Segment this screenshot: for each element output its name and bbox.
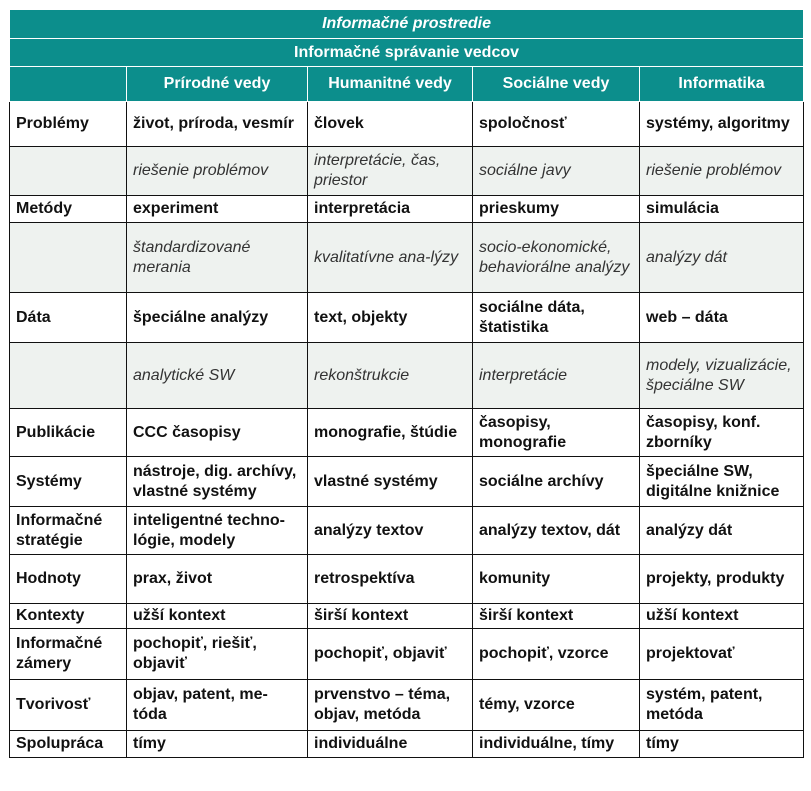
table-subtitle: Informačné správanie vedcov (10, 39, 804, 67)
column-header: Sociálne vedy (473, 67, 640, 102)
table-subrow (10, 223, 804, 293)
table-cell: analýzy dát (640, 507, 804, 555)
row-label: Problémy (10, 102, 127, 147)
table-cell: analýzy textov, dát (473, 507, 640, 555)
table-cell: retrospektíva (308, 555, 473, 604)
table-title: Informačné prostredie (10, 10, 804, 39)
table-cell: projektovať (640, 629, 804, 680)
table-cell: monografie, štúdie (308, 409, 473, 457)
table-cell: prieskumy (473, 196, 640, 223)
table-cell: prax, život (127, 555, 308, 604)
column-header-empty (10, 67, 127, 102)
table-subcell: interpretácie (473, 343, 640, 409)
table-cell: text, objekty (308, 293, 473, 343)
table-subcell: analýzy dát (640, 223, 804, 293)
row-label-empty (10, 147, 127, 196)
table-cell: širší kontext (473, 604, 640, 629)
table-row (10, 604, 804, 629)
table-cell: spoločnosť (473, 102, 640, 147)
column-header: Prírodné vedy (127, 67, 308, 102)
table-subrow (10, 343, 804, 409)
row-label: Spolupráca (10, 731, 127, 758)
row-label: Systémy (10, 457, 127, 507)
table-row (10, 196, 804, 223)
information-environment-table-wrapper (9, 9, 803, 758)
table-cell: nástroje, dig. archívy, vlastné systémy (127, 457, 308, 507)
table-cell: komunity (473, 555, 640, 604)
table-row (10, 731, 804, 758)
table-subcell: riešenie problémov (640, 147, 804, 196)
table-cell: špeciálne analýzy (127, 293, 308, 343)
table-cell: život, príroda, vesmír (127, 102, 308, 147)
table-cell: inteligentné techno-lógie, modely (127, 507, 308, 555)
table-subcell: rekonštrukcie (308, 343, 473, 409)
column-header-row (10, 67, 804, 102)
row-label-empty (10, 223, 127, 293)
row-label: Informačné stratégie (10, 507, 127, 555)
row-label: Hodnoty (10, 555, 127, 604)
table-cell: tímy (127, 731, 308, 758)
table-cell: časopisy, monografie (473, 409, 640, 457)
column-header: Informatika (640, 67, 804, 102)
table-cell: človek (308, 102, 473, 147)
table-subcell: riešenie problémov (127, 147, 308, 196)
table-subcell: štandardizované merania (127, 223, 308, 293)
table-cell: experiment (127, 196, 308, 223)
table-cell: web – dáta (640, 293, 804, 343)
table-cell: témy, vzorce (473, 680, 640, 731)
table-cell: sociálne dáta, štatistika (473, 293, 640, 343)
table-cell: tímy (640, 731, 804, 758)
table-subcell: interpretácie, čas, priestor (308, 147, 473, 196)
table-row (10, 507, 804, 555)
row-label: Publikácie (10, 409, 127, 457)
table-row (10, 629, 804, 680)
table-cell: sociálne archívy (473, 457, 640, 507)
table-cell: analýzy textov (308, 507, 473, 555)
table-cell: systémy, algoritmy (640, 102, 804, 147)
information-behavior-table (9, 9, 804, 758)
row-label: Informačné zámery (10, 629, 127, 680)
row-label-empty (10, 343, 127, 409)
table-cell: individuálne (308, 731, 473, 758)
table-subcell: socio-ekonomické, behaviorálne analýzy (473, 223, 640, 293)
table-row (10, 555, 804, 604)
table-cell: širší kontext (308, 604, 473, 629)
table-cell: vlastné systémy (308, 457, 473, 507)
table-cell: CCC časopisy (127, 409, 308, 457)
table-cell: simulácia (640, 196, 804, 223)
table-subcell: kvalitatívne ana-lýzy (308, 223, 473, 293)
table-subcell: sociálne javy (473, 147, 640, 196)
table-row (10, 409, 804, 457)
table-cell: špeciálne SW, digitálne knižnice (640, 457, 804, 507)
table-subcell: analytické SW (127, 343, 308, 409)
table-subcell: modely, vizualizácie, špeciálne SW (640, 343, 804, 409)
table-cell: interpretácia (308, 196, 473, 223)
table-cell: pochopiť, vzorce (473, 629, 640, 680)
table-body (10, 102, 804, 758)
table-cell: užší kontext (640, 604, 804, 629)
row-label: Kontexty (10, 604, 127, 629)
table-cell: užší kontext (127, 604, 308, 629)
row-label: Metódy (10, 196, 127, 223)
table-cell: systém, patent, metóda (640, 680, 804, 731)
table-row (10, 102, 804, 147)
table-row (10, 680, 804, 731)
column-header: Humanitné vedy (308, 67, 473, 102)
table-cell: objav, patent, me-tóda (127, 680, 308, 731)
table-subrow (10, 147, 804, 196)
table-row (10, 457, 804, 507)
table-cell: pochopiť, objaviť (308, 629, 473, 680)
row-label: Tvorivosť (10, 680, 127, 731)
table-cell: projekty, produkty (640, 555, 804, 604)
table-row (10, 293, 804, 343)
table-cell: pochopiť, riešiť, objaviť (127, 629, 308, 680)
table-cell: individuálne, tímy (473, 731, 640, 758)
row-label: Dáta (10, 293, 127, 343)
table-cell: prvenstvo – téma, objav, metóda (308, 680, 473, 731)
table-cell: časopisy, konf. zborníky (640, 409, 804, 457)
